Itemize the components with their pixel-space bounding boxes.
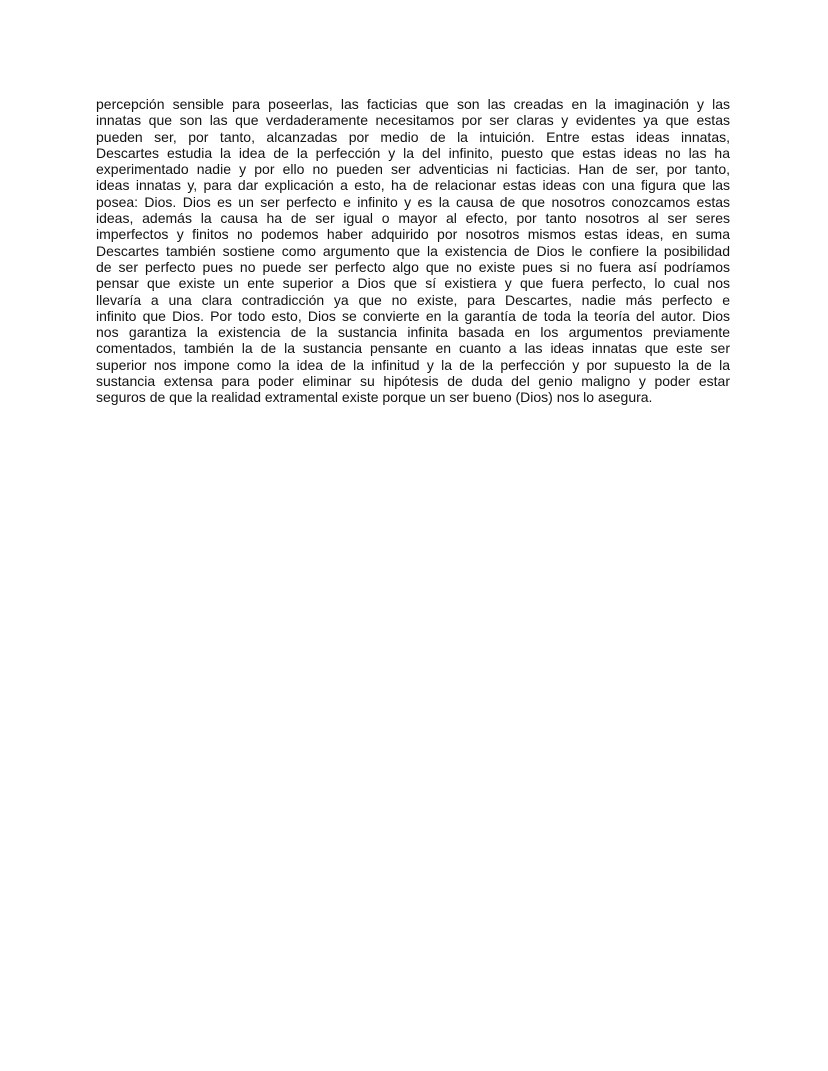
paragraph-line: seguros de que la realidad extramental existe porque un ser bueno (Dios) nos lo asegura. — [96, 389, 653, 406]
paragraph-line: imperfectos y finitos no podemos haber adquirido por nosotros mismos estas ideas, en suma — [96, 226, 730, 243]
body-paragraph — [96, 96, 730, 406]
paragraph-line: experimentado nadie y por ello no pueden ser adventicias ni facticias. Han de ser, por tanto, — [96, 161, 730, 178]
paragraph-line: superior nos impone como la idea de la infinitud y la de la perfección y por supuesto la de la — [96, 356, 730, 373]
paragraph-line: de ser perfecto pues no puede ser perfecto algo que no existe pues si no fuera así podríamos — [96, 258, 730, 275]
paragraph-line: pensar que existe un ente superior a Dios que sí existiera y que fuera perfecto, lo cual nos — [96, 275, 730, 292]
paragraph-line: pueden ser, por tanto, alcanzadas por medio de la intuición. Entre estas ideas innatas, — [96, 128, 730, 145]
paragraph-line: innatas que son las que verdaderamente necesitamos por ser claras y evidentes ya que estas — [96, 112, 730, 129]
paragraph-line: ideas, además la causa ha de ser igual o mayor al efecto, por tanto nosotros al ser seres — [96, 210, 730, 227]
paragraph-line: percepción sensible para poseerlas, las facticias que son las creadas en la imaginación y las — [96, 96, 730, 112]
paragraph-line: Descartes también sostiene como argumento que la existencia de Dios le confiere la posibilidad — [96, 242, 730, 259]
paragraph-line: infinito que Dios. Por todo esto, Dios se convierte en la garantía de toda la teoría del autor. Dios — [96, 307, 730, 324]
paragraph-line: Descartes estudia la idea de la perfección y la del infinito, puesto que estas ideas no las ha — [96, 144, 730, 161]
paragraph-line: nos garantiza la existencia de la sustancia infinita basada en los argumentos previamente — [96, 324, 730, 341]
paragraph-line: sustancia extensa para poder eliminar su hipótesis de duda del genio maligno y poder estar — [96, 373, 730, 390]
paragraph-line: ideas innatas y, para dar explicación a esto, ha de relacionar estas ideas con una figura que las — [96, 177, 730, 194]
paragraph-line: comentados, también la de la sustancia pensante en cuanto a las ideas innatas que este ser — [96, 340, 730, 357]
paragraph-line: posea: Dios. Dios es un ser perfecto e infinito y es la causa de que nosotros conozcamos estas — [96, 193, 730, 210]
paragraph-line: llevaría a una clara contradicción ya que no existe, para Descartes, nadie más perfecto e — [96, 291, 730, 308]
